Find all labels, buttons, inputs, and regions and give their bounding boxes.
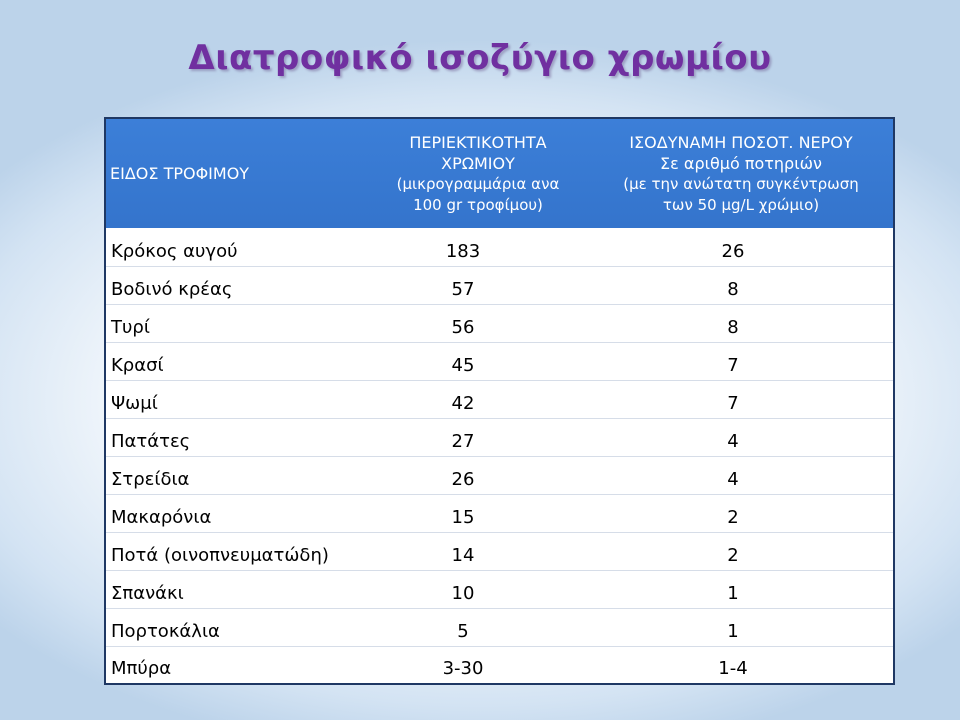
header-food-type-label: ΕΙΔΟΣ ΤΡΟΦΙΜΟΥ <box>110 164 250 183</box>
food-name: Πατάτες <box>105 418 367 456</box>
chromium-content: 57 <box>367 266 589 304</box>
food-name: Τυρί <box>105 304 367 342</box>
food-name: Μπύρα <box>105 646 367 684</box>
table-row <box>105 228 894 266</box>
page-title: Διατροφικό ισοζύγιο χρωμίου <box>188 38 772 78</box>
water-glasses: 8 <box>589 304 894 342</box>
chromium-content: 5 <box>367 608 589 646</box>
water-glasses: 4 <box>589 418 894 456</box>
chromium-content: 45 <box>367 342 589 380</box>
header-water-equivalent <box>589 118 894 228</box>
food-name: Ψωμί <box>105 380 367 418</box>
table-row <box>105 304 894 342</box>
food-name: Κρασί <box>105 342 367 380</box>
water-glasses: 26 <box>721 240 745 262</box>
table-row <box>105 646 894 684</box>
header-content-line2: ΧΡΩΜΙΟΥ <box>441 153 515 173</box>
header-equiv-line1: ΙΣΟΔΥΝΑΜΗ ΠΟΣΟΤ. ΝΕΡΟΥ <box>629 132 853 152</box>
header-content-line3: (μικρογραμμάρια ανα <box>396 174 560 193</box>
chromium-content: 3-30 <box>367 646 589 684</box>
header-equiv-line3: (με την ανώτατη συγκέντρωση <box>623 174 859 193</box>
food-name: Στρείδια <box>105 456 367 494</box>
chromium-content: 183 <box>445 240 481 262</box>
chromium-content: 42 <box>367 380 589 418</box>
water-glasses: 1 <box>589 608 894 646</box>
chromium-balance-table <box>104 117 895 685</box>
chromium-content: 10 <box>367 570 589 608</box>
header-food-type <box>105 118 367 228</box>
table-row <box>105 608 894 646</box>
chromium-content: 56 <box>367 304 589 342</box>
table-row <box>105 532 894 570</box>
water-glasses: 7 <box>589 342 894 380</box>
table-row <box>105 494 894 532</box>
table-row <box>105 266 894 304</box>
food-name: Πορτοκάλια <box>105 608 367 646</box>
table-row <box>105 418 894 456</box>
chromium-content: 14 <box>367 532 589 570</box>
water-glasses: 8 <box>589 266 894 304</box>
water-glasses: 7 <box>589 380 894 418</box>
table-row <box>105 342 894 380</box>
header-chromium-content <box>367 118 589 228</box>
chromium-content: 27 <box>367 418 589 456</box>
water-glasses: 1 <box>589 570 894 608</box>
table-header-row <box>105 118 894 228</box>
food-name: Μακαρόνια <box>105 494 367 532</box>
header-equiv-line2: Σε αριθμό ποτηριών <box>660 153 822 173</box>
chromium-content: 26 <box>367 456 589 494</box>
table-body <box>105 228 894 684</box>
chromium-content: 15 <box>367 494 589 532</box>
header-equiv-line4: των 50 μg/L χρώμιο) <box>662 195 820 214</box>
food-name: Κρόκος αυγού <box>111 240 238 262</box>
table-row <box>105 456 894 494</box>
water-glasses: 1-4 <box>589 646 894 684</box>
header-content-line4: 100 gr τροφίμου) <box>413 195 543 214</box>
water-glasses: 4 <box>589 456 894 494</box>
header-content-line1: ΠΕΡΙΕΚΤΙΚΟΤΗΤΑ <box>409 132 547 152</box>
food-name: Σπανάκι <box>105 570 367 608</box>
food-name: Βοδινό κρέας <box>105 266 367 304</box>
water-glasses: 2 <box>589 532 894 570</box>
table-row <box>105 380 894 418</box>
water-glasses: 2 <box>589 494 894 532</box>
food-name: Ποτά (οινοπνευματώδη) <box>105 532 367 570</box>
table-row <box>105 570 894 608</box>
